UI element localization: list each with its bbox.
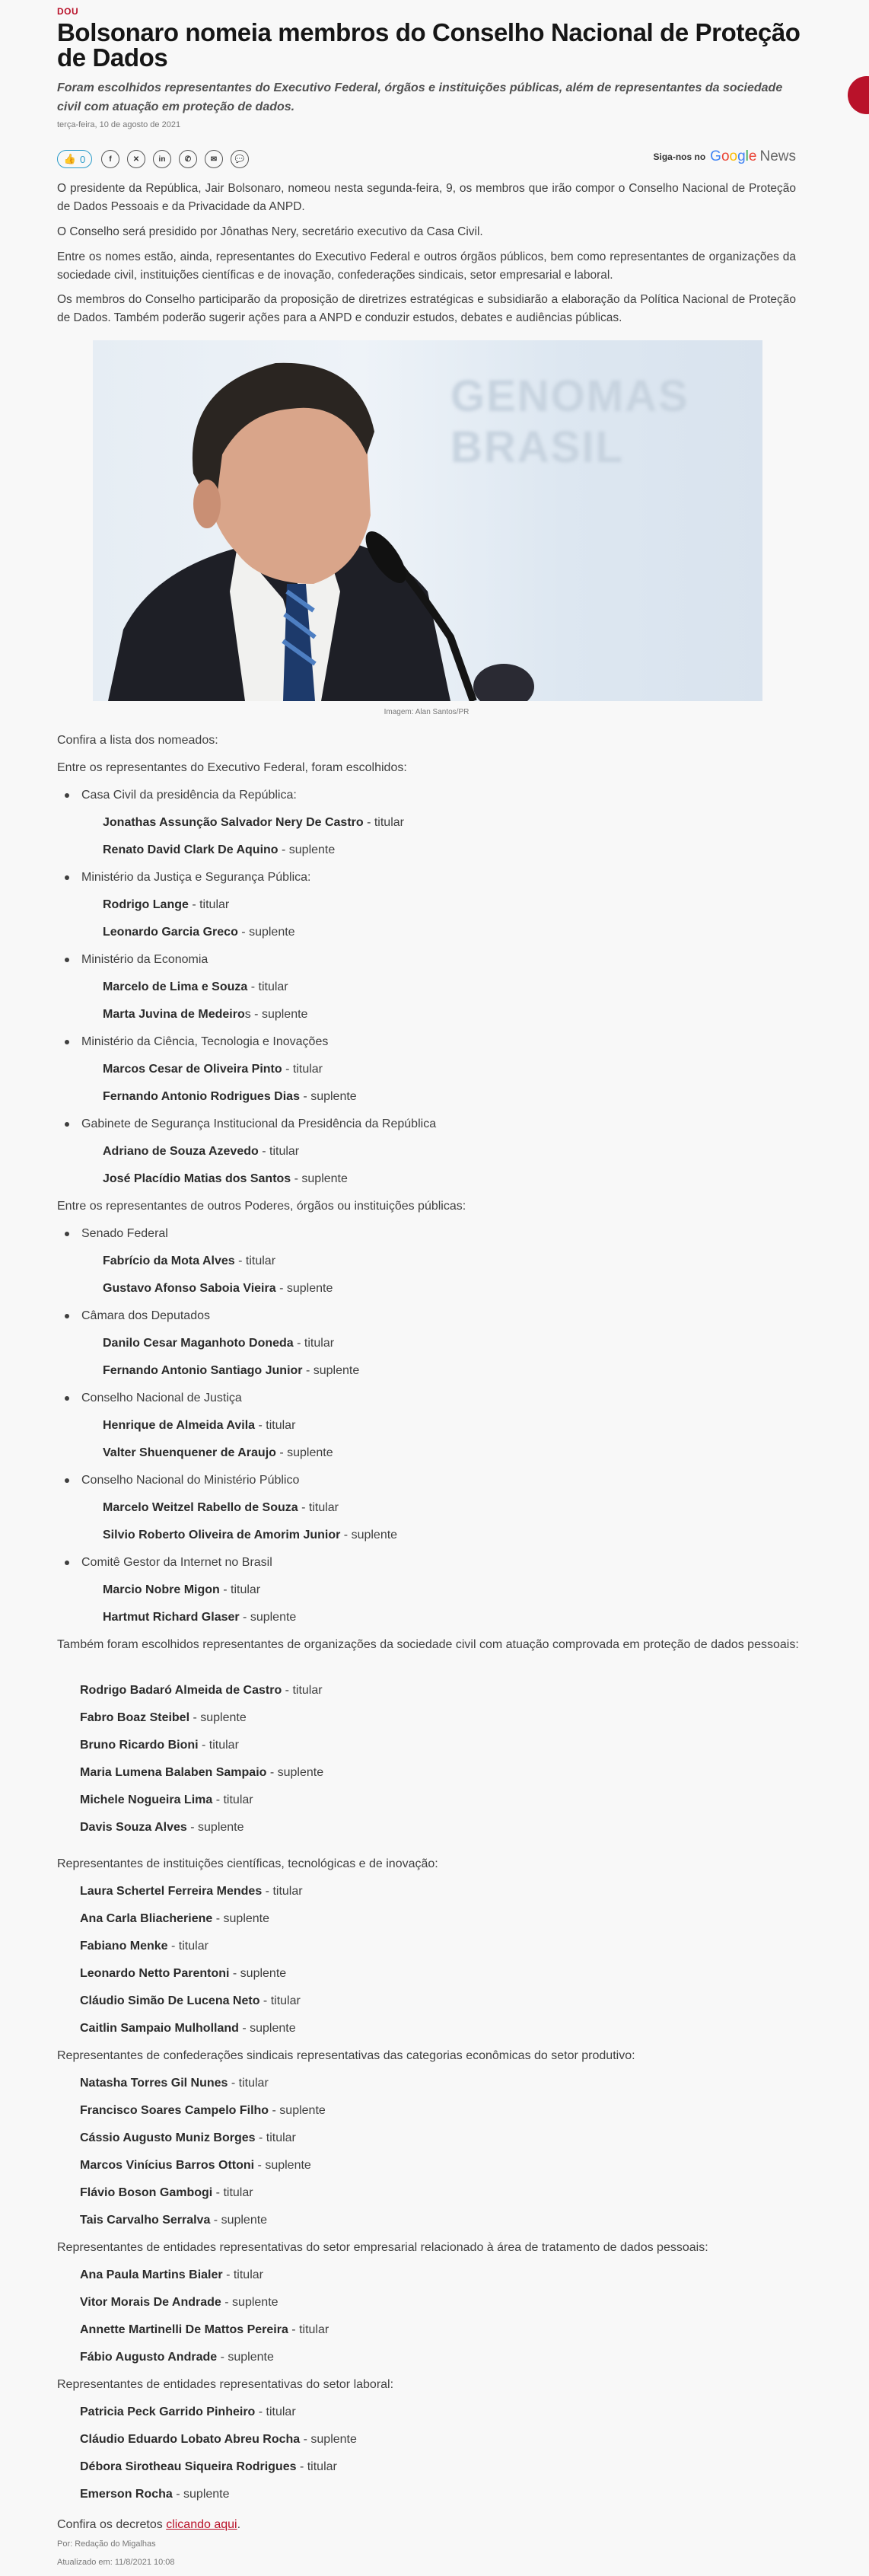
member-item: Silvio Roberto Oliveira de Amorim Junior - suplente	[103, 1529, 398, 1541]
list-intro: Confira a lista dos nomeados:	[57, 734, 218, 747]
member-item: José Placídio Matias dos Santos - suplente	[103, 1172, 348, 1185]
like-button[interactable]	[57, 150, 92, 168]
email-icon[interactable]: ✉	[205, 150, 223, 168]
page-title: Bolsonaro nomeia membros do Conselho Nacional de Proteção de Dados	[57, 18, 801, 72]
member-item: Annette Martinelli De Mattos Pereira - titular	[80, 2323, 329, 2336]
share-bar	[57, 148, 796, 170]
org-item: Conselho Nacional de Justiça	[81, 1389, 242, 1408]
whatsapp-icon[interactable]: ✆	[179, 150, 197, 168]
member-item: Fabro Boaz Steibel - suplente	[80, 1711, 247, 1724]
author-line: Por: Redação do Migalhas	[57, 2539, 156, 2549]
member-item: Cássio Augusto Muniz Borges - titular	[80, 2131, 296, 2144]
member-item: Patricia Peck Garrido Pinheiro - titular	[80, 2405, 296, 2418]
org-item: Conselho Nacional do Ministério Público	[81, 1471, 299, 1490]
paragraph: O Conselho será presidido por Jônathas Nery, secretário executivo da Casa Civil.	[57, 225, 483, 238]
photo-caption: Imagem: Alan Santos/PR	[384, 708, 470, 716]
member-item: Michele Nogueira Lima - titular	[80, 1793, 253, 1806]
member-item: Emerson Rocha - suplente	[80, 2488, 230, 2501]
publish-date: terça-feira, 10 de agosto de 2021	[57, 120, 181, 129]
section-tag[interactable]: DOU	[57, 6, 79, 17]
section-intro: Entre os representantes do Executivo Federal, foram escolhidos:	[57, 761, 407, 774]
member-item: Fabiano Menke - titular	[80, 1940, 208, 1953]
member-item: Fernando Antonio Santiago Junior - suplente	[103, 1364, 360, 1377]
section-intro: Representantes de instituições científicas, tecnológicas e de inovação:	[57, 1857, 438, 1870]
member-item: Danilo Cesar Maganhoto Doneda - titular	[103, 1337, 335, 1350]
paragraph: O presidente da República, Jair Bolsonaro, nomeou nesta segunda-feira, 9, os membros que irão compor o Conselho Nacional de Proteção de Dados Pessoais e da Privacidade da ANPD.	[57, 182, 796, 213]
section-intro: Entre os representantes de outros Poderes, órgãos ou instituições públicas:	[57, 1200, 466, 1213]
linkedin-icon[interactable]: in	[153, 150, 171, 168]
member-item: Renato David Clark De Aquino - suplente	[103, 843, 336, 856]
decretos-link[interactable]: clicando aqui	[166, 2518, 237, 2531]
thumbs-up-icon: 👍	[63, 153, 76, 164]
facebook-icon[interactable]: f	[101, 150, 119, 168]
photo-background-text: GENOMAS BRASIL	[450, 371, 689, 472]
comment-icon[interactable]: 💬	[231, 150, 249, 168]
section-intro: Representantes de confederações sindicais representativas das categorias econômicas do setor produtivo:	[57, 2049, 635, 2062]
member-item: Fábio Augusto Andrade - suplente	[80, 2351, 274, 2364]
member-item: Marcelo Weitzel Rabello de Souza - titular	[103, 1501, 339, 1514]
google-news-follow[interactable]	[653, 148, 796, 165]
like-count: 0	[79, 153, 86, 165]
section-intro: Representantes de entidades representativas do setor empresarial relacionado à área de tratamento de dados pessoais:	[57, 2241, 708, 2254]
member-item: Fabrício da Mota Alves - titular	[103, 1255, 276, 1267]
member-item: Fernando Antonio Rodrigues Dias - suplente	[103, 1090, 357, 1103]
member-item: Rodrigo Lange - titular	[103, 898, 230, 911]
member-item: Hartmut Richard Glaser - suplente	[103, 1611, 297, 1624]
member-item: Cláudio Eduardo Lobato Abreu Rocha - suplente	[80, 2433, 357, 2446]
org-item: Casa Civil da presidência da República:	[81, 786, 297, 805]
member-item: Adriano de Souza Azevedo - titular	[103, 1145, 300, 1158]
article-photo	[93, 340, 762, 701]
decretos-line: Confira os decretos clicando aqui.	[57, 2518, 241, 2531]
org-item: Ministério da Economia	[81, 951, 208, 969]
x-twitter-icon[interactable]: ✕	[127, 150, 145, 168]
paragraph: Entre os nomes estão, ainda, representantes do Executivo Federal e outros órgãos públicos, bem como representantes de organizações da sociedade civil, instituições científicas e de inovação, confederações sindicais, setor empresarial e laboral.	[57, 250, 796, 282]
updated-line: Atualizado em: 11/8/2021 10:08	[57, 2558, 175, 2567]
member-item: Débora Sirotheau Siqueira Rodrigues - titular	[80, 2460, 337, 2473]
follow-label: Siga-nos no	[653, 151, 706, 162]
member-item: Davis Souza Alves - suplente	[80, 1821, 244, 1834]
member-item: Tais Carvalho Serralva - suplente	[80, 2214, 268, 2227]
member-item: Caitlin Sampaio Mulholland - suplente	[80, 2022, 296, 2035]
section-intro: Também foram escolhidos representantes de organizações da sociedade civil com atuação comprovada em proteção de dados pessoais:	[57, 1638, 799, 1651]
member-item: Vitor Morais De Andrade - suplente	[80, 2296, 279, 2309]
member-item: Leonardo Garcia Greco - suplente	[103, 926, 295, 939]
member-item: Marcos Vinícius Barros Ottoni - suplente	[80, 2159, 311, 2172]
org-item: Ministério da Ciência, Tecnologia e Inovações	[81, 1033, 328, 1051]
google-news-logo: Google News	[710, 148, 796, 164]
member-item: Marta Juvina de Medeiros - suplente	[103, 1008, 308, 1021]
member-item: Maria Lumena Balaben Sampaio - suplente	[80, 1766, 324, 1779]
member-item: Flávio Boson Gambogi - titular	[80, 2186, 253, 2199]
member-item: Rodrigo Badaró Almeida de Castro - titular	[80, 1684, 323, 1697]
member-item: Ana Paula Martins Bialer - titular	[80, 2268, 263, 2281]
member-item: Marcelo de Lima e Souza - titular	[103, 980, 288, 993]
speaker-illustration	[93, 340, 762, 701]
article-subtitle: Foram escolhidos representantes do Executivo Federal, órgãos e instituições públicas, além de representantes da sociedade civil com atuação em proteção de dados.	[57, 81, 783, 113]
member-item: Cláudio Simão De Lucena Neto - titular	[80, 1994, 301, 2007]
member-item: Francisco Soares Campelo Filho - suplente	[80, 2104, 326, 2117]
member-item: Ana Carla Bliacheriene - suplente	[80, 1912, 270, 1925]
org-item: Senado Federal	[81, 1225, 168, 1243]
member-item: Gustavo Afonso Saboia Vieira - suplente	[103, 1282, 333, 1295]
member-item: Marcos Cesar de Oliveira Pinto - titular	[103, 1063, 323, 1076]
member-item: Bruno Ricardo Bioni - titular	[80, 1739, 239, 1752]
org-item: Ministério da Justiça e Segurança Pública:	[81, 869, 311, 887]
org-item: Gabinete de Segurança Institucional da Presidência da República	[81, 1115, 436, 1133]
org-item: Câmara dos Deputados	[81, 1307, 210, 1325]
member-item: Valter Shuenquener de Araujo - suplente	[103, 1446, 333, 1459]
org-item: Comitê Gestor da Internet no Brasil	[81, 1554, 272, 1572]
floating-side-button[interactable]	[848, 76, 869, 114]
member-item: Laura Schertel Ferreira Mendes - titular	[80, 1885, 303, 1898]
section-intro: Representantes de entidades representativas do setor laboral:	[57, 2378, 394, 2391]
member-item: Henrique de Almeida Avila - titular	[103, 1419, 296, 1432]
member-item: Natasha Torres Gil Nunes - titular	[80, 2077, 269, 2090]
member-item: Marcio Nobre Migon - titular	[103, 1583, 261, 1596]
member-item: Leonardo Netto Parentoni - suplente	[80, 1967, 287, 1980]
member-item: Jonathas Assunção Salvador Nery De Castro - titular	[103, 816, 404, 829]
paragraph: Os membros do Conselho participarão da proposição de diretrizes estratégicas e subsidiarão a elaboração da Política Nacional de Proteção de Dados. Também poderão sugerir ações para a ANPD e conduzir estudos, debates e audiências públicas.	[57, 293, 796, 324]
